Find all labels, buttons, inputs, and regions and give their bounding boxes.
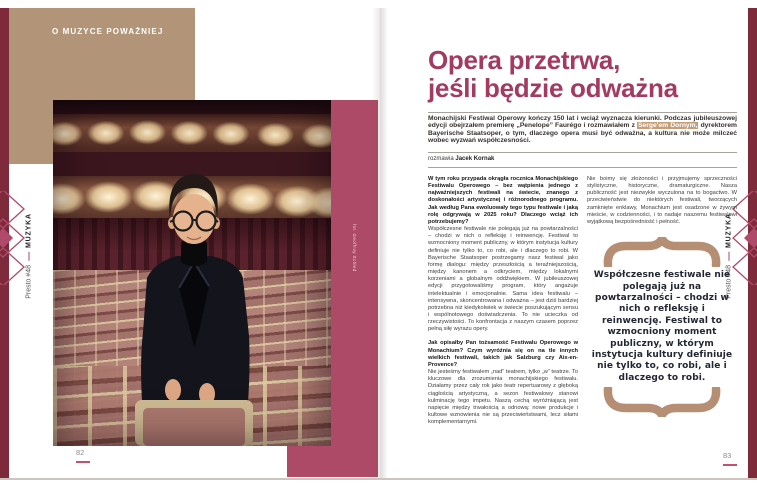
rule-below-lead bbox=[428, 152, 737, 153]
interview-answer: Nie boimy się złożoności i przyjmujemy sprzeczności stylistyczne, historyczne, dramaturgiczne. Nasza publiczność jest niezwykle wyczulona na to bogactwo. W przeciwieństwie do niektórych festiwali, tworzących zamknięte enklawy, Monachium jest osadzone w żywym mieście, w codzienności, i to nadaje naszemu festiwalowi wyjątkową bezpośredniość i pełność. bbox=[587, 176, 737, 225]
interview-answer: Nie jesteśmy festiwalem „nad” teatrem, tylko „w” teatrze. To kluczowe dla zrozumienia monachijskiego festiwalu. Działamy przez cały rok jako teatr repertuarowy z głęboką ciągłością artystyczną, a sezon festiwalowy stanowi kulminację tego impetu. Naszą cechą wyróżniającą jest napięcie między trwałością a odnową: nowe produkcje i kultowe wznowienia nie są przeciwieństwami, lecz siłami komplementarnymi. bbox=[428, 369, 578, 426]
pull-quote-block bbox=[587, 237, 737, 417]
byline-label: rozmawia bbox=[428, 156, 454, 162]
brace-top-ornament bbox=[602, 237, 722, 267]
opera-house-photo bbox=[53, 100, 331, 446]
photo-credit: fot. Geoffroy Schied bbox=[352, 224, 357, 272]
rule-above-lead bbox=[428, 112, 737, 113]
photo-balcony-upper bbox=[53, 114, 331, 152]
issue-label: Presto #48 bbox=[725, 264, 733, 299]
page-bottom-edge bbox=[0, 478, 757, 480]
article-column-2 bbox=[587, 176, 737, 426]
photo-ceiling bbox=[53, 100, 331, 122]
photo-balcony-gap bbox=[53, 152, 331, 178]
lead-highlight: Serge’em Dornym, bbox=[638, 122, 698, 130]
lead-text-before: Monachijski Festiwal Operowy kończy 150 lat i wciąż wyznacza kierunki. Podczas jubileuszowej edycji obejrzałem premierę „Penelope” Faurégo i rozmawiałem z bbox=[428, 115, 737, 130]
article-title-line2: jeśli będzie odważna bbox=[428, 73, 678, 103]
page-number-rule-right bbox=[723, 464, 737, 466]
interview-question: W tym roku przypada okrągła rocznica Monachijskiego Festiwalu Operowego – bez wątpienia jednego z najważniejszych festiwali na świecie, znanego z doskonałości artystycznej i różnorodnego programu. Jak według Pana ewoluowały tego typu festiwale i jaką rolę odgrywają w 2025 roku? Dlaczego wciąż ich potrzebujemy? bbox=[428, 176, 578, 225]
photo-seat-rows bbox=[53, 270, 331, 446]
byline-name: Jacek Kornak bbox=[455, 156, 495, 162]
lead-paragraph bbox=[428, 115, 737, 144]
photo-front-seats bbox=[53, 366, 331, 446]
article-title bbox=[428, 46, 678, 102]
byline bbox=[428, 156, 494, 162]
photo-back-wall bbox=[53, 218, 331, 274]
interview-question: Jak opisałby Pan tożsamość Festiwalu Operowego w Monachium? Czym wyróżnia się on na tle innych wielkich festiwali, takich jak Salzburg czy Aix-en-Provence? bbox=[428, 340, 578, 368]
brace-bottom-ornament bbox=[602, 387, 722, 417]
rule-below-byline bbox=[428, 167, 737, 168]
lead-text-after: dyrektorem Bayerische Staatsoper, o tym, dlaczego opera musi być odważna, a kultura nie może milczeć wobec wyzwań współczesności. bbox=[428, 122, 737, 144]
photo-balcony-lower bbox=[53, 176, 331, 222]
issue-label: Presto #48 bbox=[25, 264, 33, 299]
article-column-1 bbox=[428, 176, 578, 426]
section-label: MUZYKA bbox=[725, 213, 733, 248]
diamond-ornament-left bbox=[0, 191, 26, 285]
pull-quote-text: Współczesne festiwale nie polegają już na powtarzalności – chodzi w nich o refleksję i reinwencję. Festiwal to wzmocniony moment publiczny, w którym instytucja kultury definiuje nie tylko to, co robi, ale i dlaczego to robi. bbox=[591, 270, 733, 383]
page-number-rule-left bbox=[76, 461, 90, 463]
interview-answer: Współczesne festiwale nie polegają już na powtarzalności – chodzi w nich o refleksję i reinwencję. Festiwal to wzmocniony moment publiczny, w którym instytucja kultury definiuje nie tylko to, co robi, ale i dlaczego to robi. W Bayerische Staatsoper postrzegamy nasz festiwal jako formę dialogu: między przeszłością a teraźniejszością, między kanonem a odkryciem, między lokalnymi korzeniami a globalnym oddźwiękiem. W jubileuszowej edycji przygotowaliśmy program, który angażuje intelektualnie i emocjonalnie. Sama idea festiwalu – intensywna, skoncentrowana i odważna – jest dziś bardziej potrzebna niż kiedykolwiek w świecie poszukującym sensu i wspólnotowego doświadczenia. To nie ucieczka od rzeczywistości. To konfrontacja z naszym czasem poprzez pełną siłę wyrazu opery. bbox=[428, 226, 578, 333]
section-label: MUZYKA bbox=[25, 213, 33, 248]
article-title-line1: Opera przetrwa, bbox=[428, 45, 621, 75]
sidebar-left bbox=[26, 213, 33, 299]
article-body bbox=[428, 176, 737, 426]
page-number-right: 83 bbox=[723, 451, 732, 460]
section-banner-label: O MUZYCE POWAŻNIEJ bbox=[52, 27, 164, 36]
portrait-serge-dorny bbox=[109, 136, 279, 446]
sidebar-separator bbox=[29, 252, 30, 261]
page-number-left: 82 bbox=[76, 448, 85, 457]
